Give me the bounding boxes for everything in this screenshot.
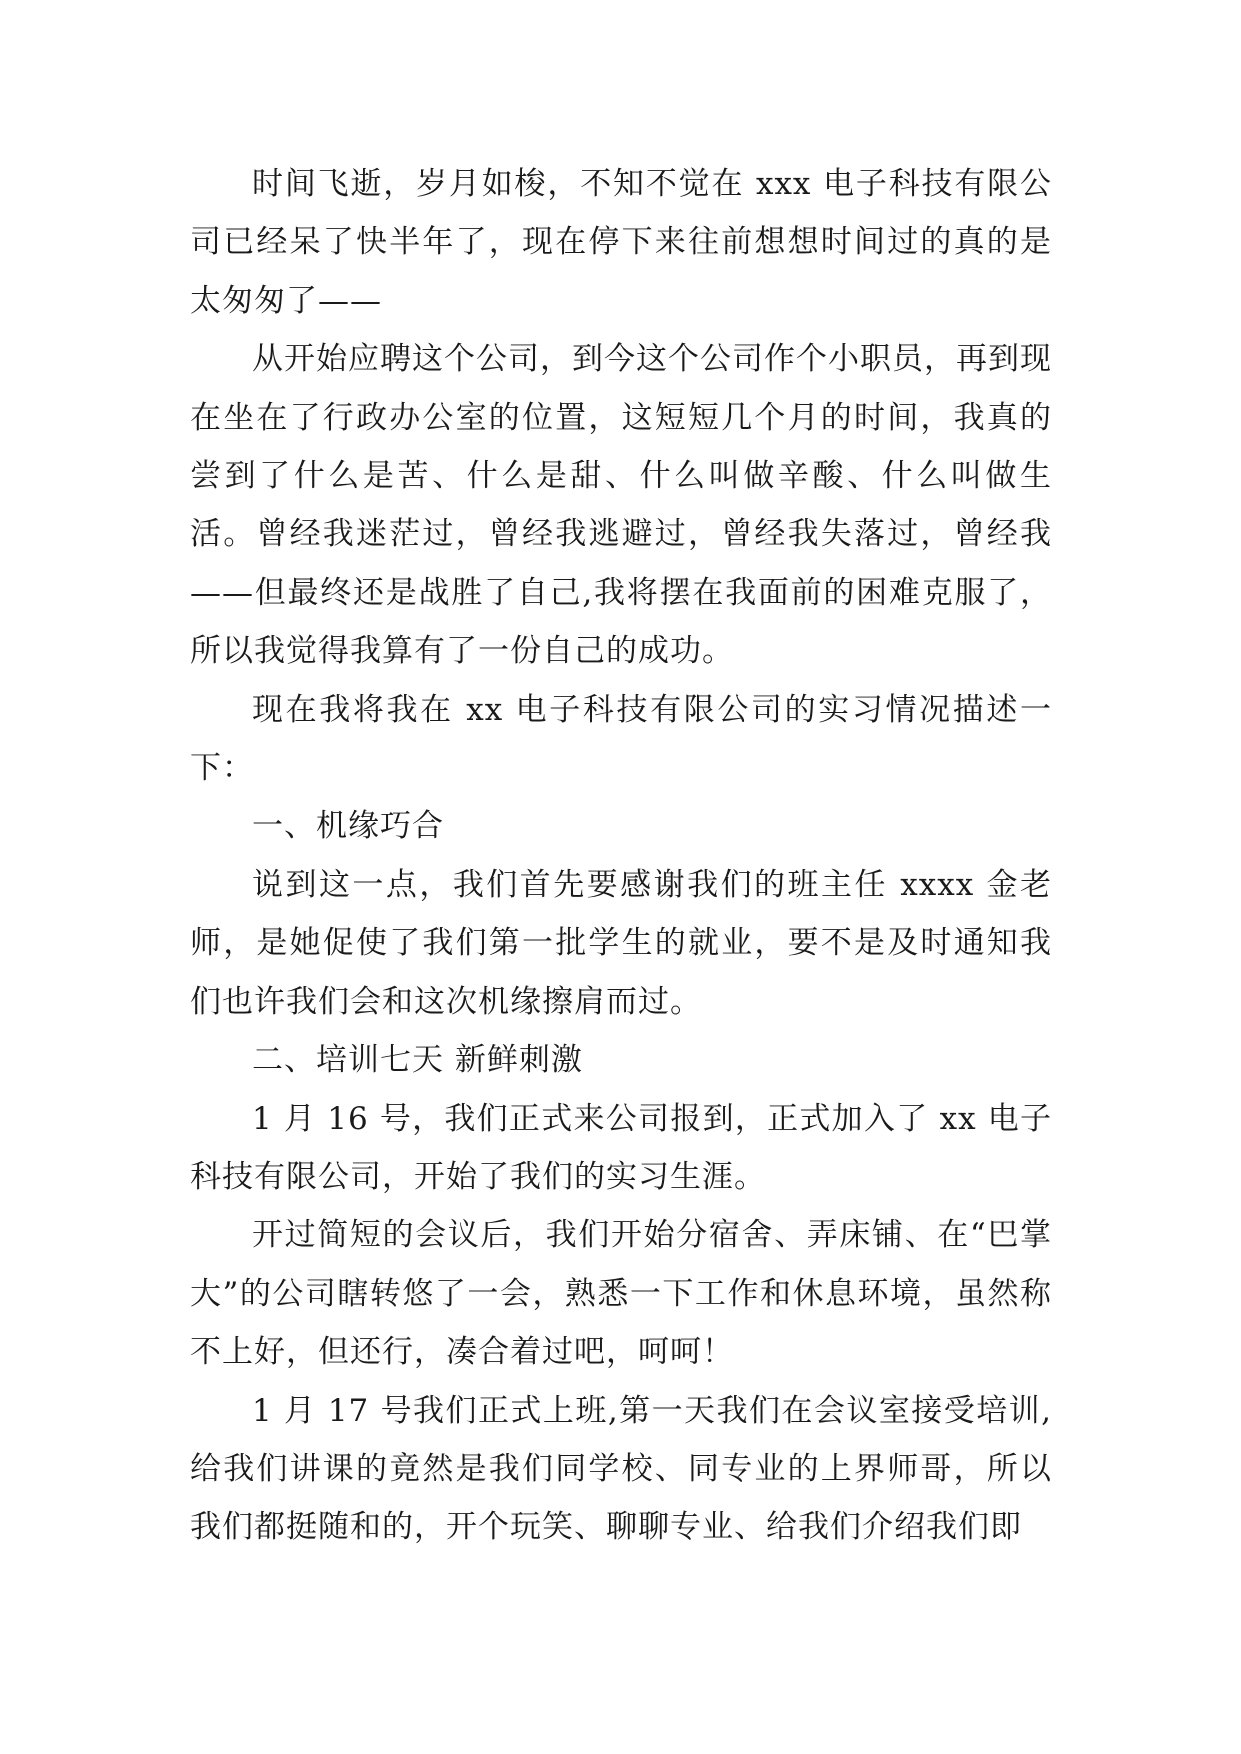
paragraph-overview: 现在我将我在 xx 电子科技有限公司的实习情况描述一下： [190, 691, 1052, 787]
section-heading-1: 一、机缘巧合 [252, 808, 444, 845]
paragraph-teacher: 说到这一点，我们首先要感谢我们的班主任 xxxx 金老师，是她促使了我们第一批学生的就业，要不是及时通知我们也许我们会和这次机缘擦肩而过。 [190, 866, 1052, 1020]
paragraph-intro: 时间飞逝，岁月如梭，不知不觉在 xxx 电子科技有限公司已经呆了快半年了，现在停下来往前想想时间过的真的是太匆匆了—— [190, 166, 1052, 319]
section-heading-2: 二、培训七天 新鲜刺激 [252, 1042, 583, 1079]
document-body [190, 155, 1052, 1557]
paragraph-experience: 从开始应聘这个公司，到今这个公司作个小职员，再到现在坐在了行政办公室的位置，这短短几个月的时间，我真的尝到了什么是苦、什么是甜、什么叫做辛酸、什么叫做生活。曾经我迷茫过，曾经我逃避过，曾经我失落过，曾经我——但最终还是战胜了自己,我将摆在我面前的困难克服了，所以我觉得我算有了一份自己的成功。 [190, 341, 1052, 670]
paragraph-meeting: 开过简短的会议后，我们开始分宿舍、弄床铺、在“巴掌大”的公司瞎转悠了一会，熟悉一下工作和休息环境，虽然称不上好，但还行，凑合着过吧，呵呵！ [190, 1217, 1052, 1371]
paragraph-training: 1 月 17 号我们正式上班,第一天我们在会议室接受培训,给我们讲课的竟然是我们同学校、同专业的上界师哥，所以我们都挺随和的，开个玩笑、聊聊专业、给我们介绍我们即 [190, 1392, 1052, 1546]
paragraph-report-day: 1 月 16 号，我们正式来公司报到，正式加入了 xx 电子科技有限公司，开始了我们的实习生涯。 [190, 1100, 1052, 1195]
